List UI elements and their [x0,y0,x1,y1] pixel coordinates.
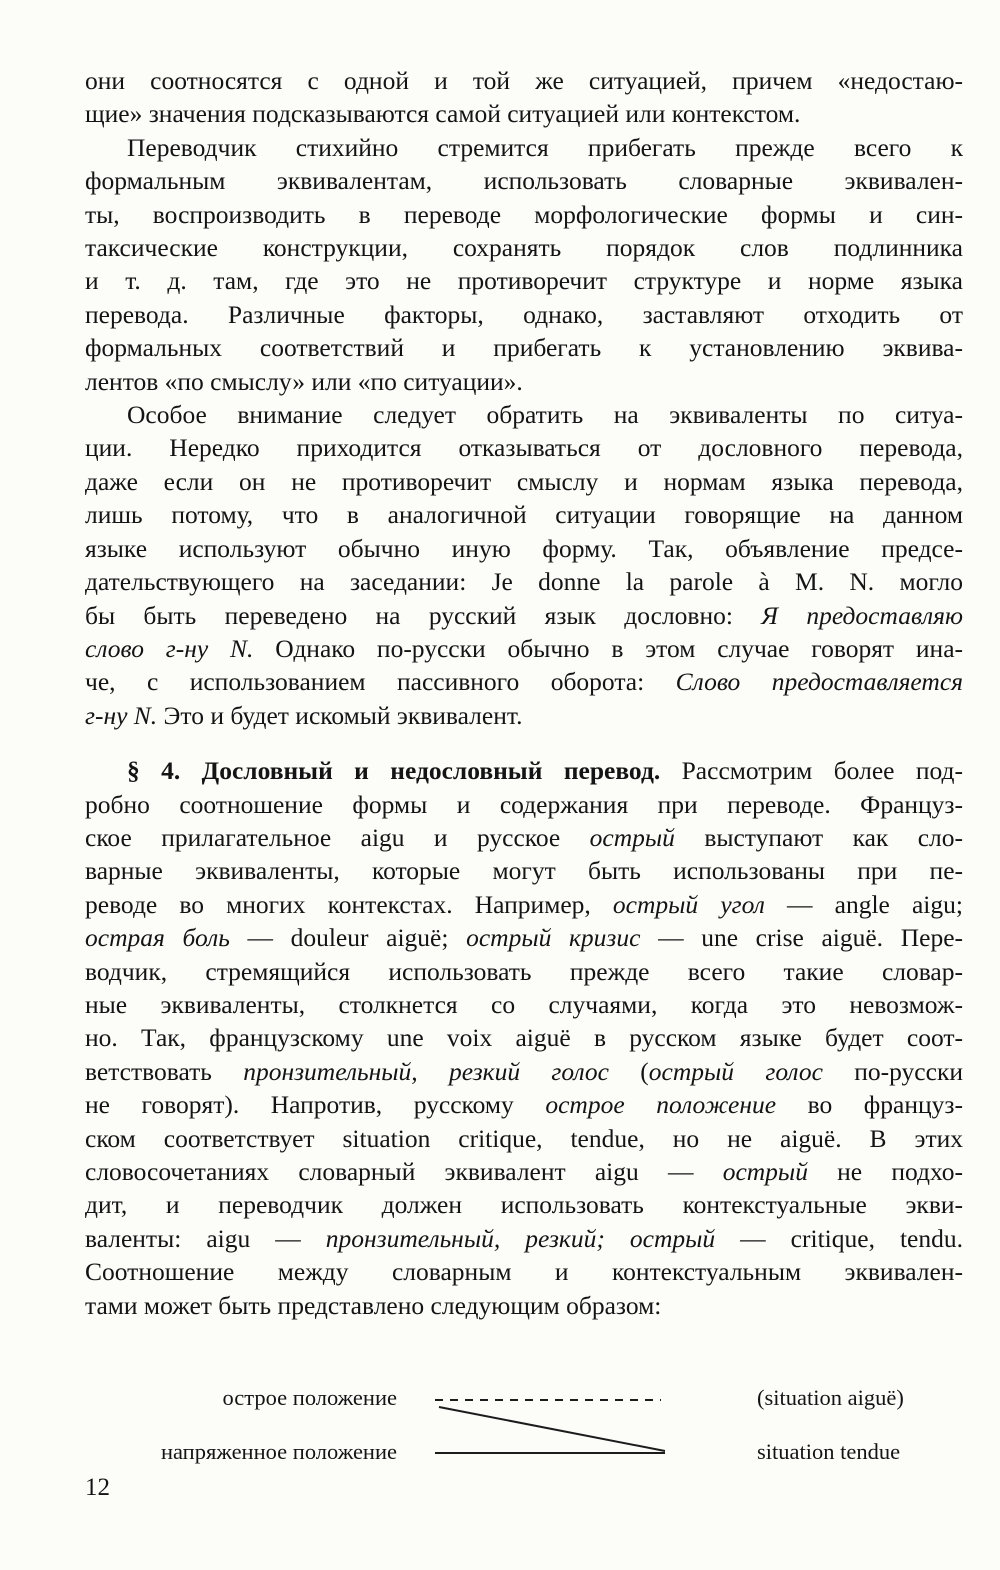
text-line [85,1155,963,1188]
diagram-label-situation-tendue: situation tendue [757,1439,901,1464]
text-line [85,754,963,787]
text-run: реводе во многих контекстах. Например, [85,889,613,919]
text-line [85,198,963,231]
text-run: не говорят). Напротив, русскому [85,1090,546,1120]
emphasis-run: острый угол [612,889,765,919]
text-run: лентов «по смыслу» или «по ситуации». [85,366,523,396]
diagram-connector-lines [415,1378,745,1490]
text-run: ( [608,1056,649,1086]
text-run: дательствующего на заседании: Je donne la parole à M. N. могло [85,567,963,597]
text-run: не подхо- [807,1157,963,1186]
section-heading-run: § 4. Дословный и недословный перевод. [127,756,661,786]
text-line [85,1122,963,1155]
text-run: ты, воспроизводить в переводе морфологические формы и син- [85,199,963,229]
text-run: таксические конструкции, сохранять порядок слов подлинника [85,233,963,263]
text-run: Рассмотрим более под- [660,756,963,786]
emphasis-run: Слово предоставляется [675,667,963,697]
text-run: выступают как сло- [674,822,963,852]
text-line [85,988,963,1021]
diagram-label-napryazhennoe-polozhenie: напряженное положение [160,1439,397,1464]
emphasis-run: г-ну N. [85,700,158,730]
text-line [85,854,963,887]
text-line [85,788,963,821]
text-line [85,599,963,632]
text-line [85,498,963,531]
text-run: лишь потому, что в аналогичной ситуации говорящие на данном [85,500,963,530]
text-line [85,1255,963,1288]
text-line [85,1021,963,1054]
emphasis-run: пронзительный, резкий голос [243,1056,609,1086]
emphasis-run: острая боль [85,923,230,953]
text-line [85,231,963,264]
text-line [85,64,963,97]
text-run: — critique, tendu. [715,1223,963,1253]
text-run: — douleur aiguë; [229,923,467,953]
paragraph-continuation [85,64,963,131]
text-line [85,1055,963,1088]
text-line [85,699,963,732]
text-run: варные эквиваленты, которые могут быть использованы при пе- [85,856,963,886]
paragraph-section-4-literal-translation [85,754,963,1322]
text-line [85,164,963,197]
text-line [85,888,963,921]
text-run: перевода. Различные факторы, однако, заставляют отходить от [85,299,963,329]
text-run: че, с использованием пассивного оборота: [85,667,676,697]
page-number: 12 [85,1474,110,1501]
text-run: формальным эквивалентам, использовать словарные эквивален- [85,166,963,196]
emphasis-run: пронзительный, резкий; острый [325,1223,716,1253]
text-line [85,431,963,464]
emphasis-run: слово г-ну N. [85,633,254,663]
text-line [85,665,963,698]
text-run: Особое внимание следует обратить на эквиваленты по ситуа- [127,400,963,430]
text-run: — une crise aiguë. Пере- [640,923,963,953]
text-line [85,1222,963,1255]
text-run: ском соответствует situation critique, tendue, но не aiguë. В этих [85,1123,963,1153]
text-run: словосочетаниях словарный эквивалент aigu — [85,1157,723,1186]
text-run: даже если он не противоречит смыслу и нормам языка перевода, [85,466,963,496]
emphasis-run: острый [589,822,675,852]
text-line [85,131,963,164]
text-run: по-русски [822,1056,963,1086]
text-run: они соотносятся с одной и той же ситуацией, причем «недостаю- [85,66,963,95]
text-run: ции. Нередко приходится отказываться от дословного перевода, [85,433,963,463]
paragraph-situation-equivalents [85,398,963,732]
text-run: ные эквиваленты, столкнется со случаями, когда это невозмож- [85,989,963,1019]
text-line [85,565,963,598]
emphasis-run: острое положение [545,1090,777,1120]
paragraph-formal-equivalents [85,131,963,398]
text-run: Соотношение между словарным и контекстуальным эквивален- [85,1257,963,1287]
emphasis-run: острый голос [648,1056,823,1086]
text-run: формальных соответствий и прибегать к установлению эквива- [85,333,963,363]
text-line [85,465,963,498]
text-run: языке используют обычно иную форму. Так, объявление предсе- [85,533,963,563]
page-text [85,64,963,1322]
text-line [85,821,963,854]
text-run: щие» значения подсказываются самой ситуацией или контекстом. [85,99,801,129]
emphasis-run: острый кризис [466,923,641,953]
text-run: водчик, стремящийся использовать прежде всего такие словар- [85,956,963,986]
text-line [85,331,963,364]
text-run: и т. д. там, где это не противоречит структуре и норме языка [85,266,963,296]
text-line [85,1289,963,1322]
text-run: бы быть переведено на русский язык дословно: [85,600,762,630]
diagonal-connector-line [439,1407,665,1451]
text-run: Переводчик стихийно стремится прибегать прежде всего к [127,132,963,162]
text-run: дит, и переводчик должен использовать контекстуальные экви- [85,1190,963,1220]
text-line [85,365,963,398]
text-line [85,398,963,431]
text-run: ское прилагательное aigu и русское [85,822,590,852]
text-run: но. Так, французскому une voix aiguë в русском языке будет соот- [85,1023,963,1053]
text-run: валенты: aigu — [85,1223,326,1253]
text-run: Это и будет искомый эквивалент. [157,700,523,730]
text-run: ветствовать [85,1056,244,1086]
text-run: Однако по-русски обычно в этом случае говорят ина- [253,633,963,663]
emphasis-run: Я предоставляю [761,600,963,630]
text-line [85,1088,963,1121]
text-line [85,632,963,665]
emphasis-run: острый [722,1157,808,1186]
equivalence-diagram [65,1378,945,1490]
text-run: — angle aigu; [764,889,963,919]
text-line [85,97,963,130]
diagram-label-situation-aigue: (situation aiguë) [757,1385,904,1410]
text-line [85,1188,963,1221]
text-line [85,532,963,565]
diagram-label-ostroe-polozhenie: острое положение [222,1385,397,1410]
text-run: во француз- [776,1090,963,1120]
text-line [85,298,963,331]
text-run: тами может быть представлено следующим образом: [85,1290,662,1320]
text-line [85,264,963,297]
text-run: робно соотношение формы и содержания при переводе. Француз- [85,789,963,819]
text-line [85,955,963,988]
text-line [85,921,963,954]
